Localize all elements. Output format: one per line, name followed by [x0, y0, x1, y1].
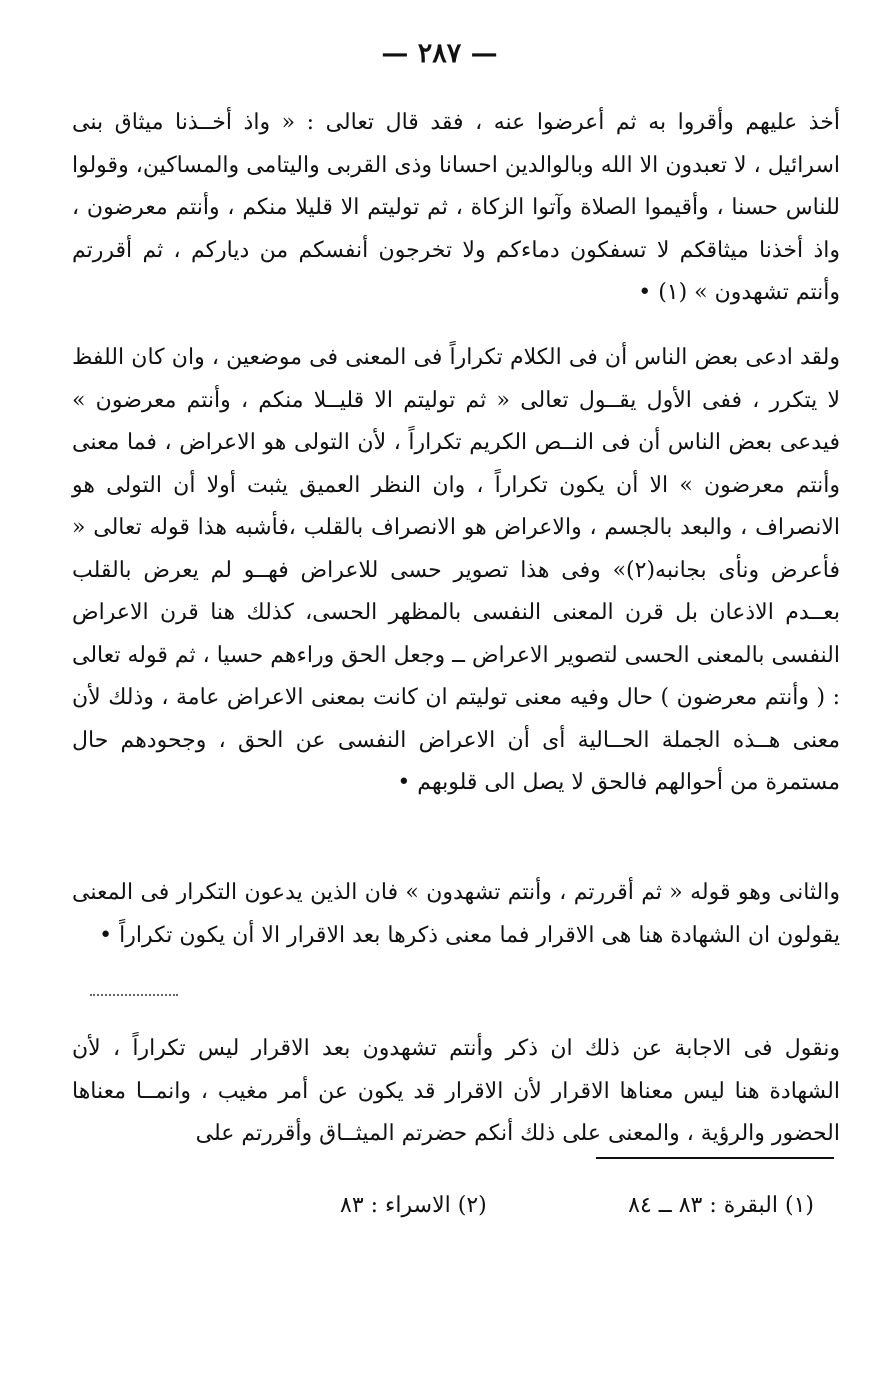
paragraph-2: ولقد ادعى بعض الناس أن فى الكلام تكراراً فى المعنى فى موضعين ، وان كان اللفظ لا يتكرر ، ففى الأول يقــول تعالى « ثم توليتم الا قليــلا منكم ، وأنتم معرضون » فيدعى بعض الناس أن فى النــص الكريم تكراراً ، لأن التولى هو الاعراض ، فما معنى وأنتم معرضون » الا أن يكون تكراراً ، وان النظر العميق يثبت أولا أن التولى هو الانصراف ، والبعد بالجسم ، والاعراض هو الانصراف بالقلب ،فأشبه هذا قوله تعالى « فأعرض ونأى بجانبه(٢)» وفى هذا تصوير حسى للاعراض فهــو لم يعرض بالقلب بعــدم الاذعان بل قرن المعنى النفسى بالمظهر الحسى، كذلك هنا قرن الاعراض النفسى بالمعنى الحسى لتصوير الاعراض ــ وجعل الحق وراءهم حسيا ، ثم قوله تعالى : ( وأنتم معرضون ) حال وفيه معنى توليتم ان كانت بمعنى الاعراض عامة ، وذلك لأن معنى هــذه الجملة الحــالية أى أن الاعراض النفسى عن الحق ، وجحودهم حال مستمرة من أحوالهم فالحق لا يصل الى قلوبهم •	[72, 345, 840, 795]
footnote-2: (٢) الاسراء : ٨٣	[340, 1193, 487, 1218]
footnote-1: (١) البقرة : ٨٣ ــ ٨٤	[628, 1193, 814, 1218]
footnotes	[340, 1190, 814, 1222]
paragraph-3: والثانى وهو قوله « ثم أقررتم ، وأنتم تشهدون » فان الذين يدعون التكرار فى المعنى يقولون ان الشهادة هنا هى الاقرار فما معنى ذكرها بعد الاقرار الا أن يكون تكراراً •	[72, 880, 840, 948]
footnote-rule	[596, 1157, 834, 1159]
dotted-divider	[90, 994, 178, 996]
page-number: — ٢٨٧ —	[381, 38, 498, 69]
paragraph-4: ونقول فى الاجابة عن ذلك ان ذكر وأنتم تشهدون بعد الاقرار ليس تكراراً ، لأن الشهادة هنا ليس معناها الاقرار لأن الاقرار قد يكون عن أمر مغيب ، وانمــا معناها الحضور والرؤية ، والمعنى على ذلك أنكم حضرتم الميثــاق وأقررتم على	[72, 1036, 840, 1146]
paragraph-1: أخذ عليهم وأقروا به ثم أعرضوا عنه ، فقد قال تعالى : « واذ أخــذنا ميثاق بنى اسرائيل ، لا تعبدون الا الله وبالوالدين احسانا وذى القربى واليتامى والمساكين، وقولوا للناس حسنا ، وأقيموا الصلاة وآتوا الزكاة ، ثم توليتم الا قليلا منكم ، وأنتم معرضون ، واذ أخذنا ميثاقكم لا تسفكون دماءكم ولا تخرجون أنفسكم من دياركم ، ثم أقررتم وأنتم تشهدون » (١) •	[72, 110, 840, 305]
